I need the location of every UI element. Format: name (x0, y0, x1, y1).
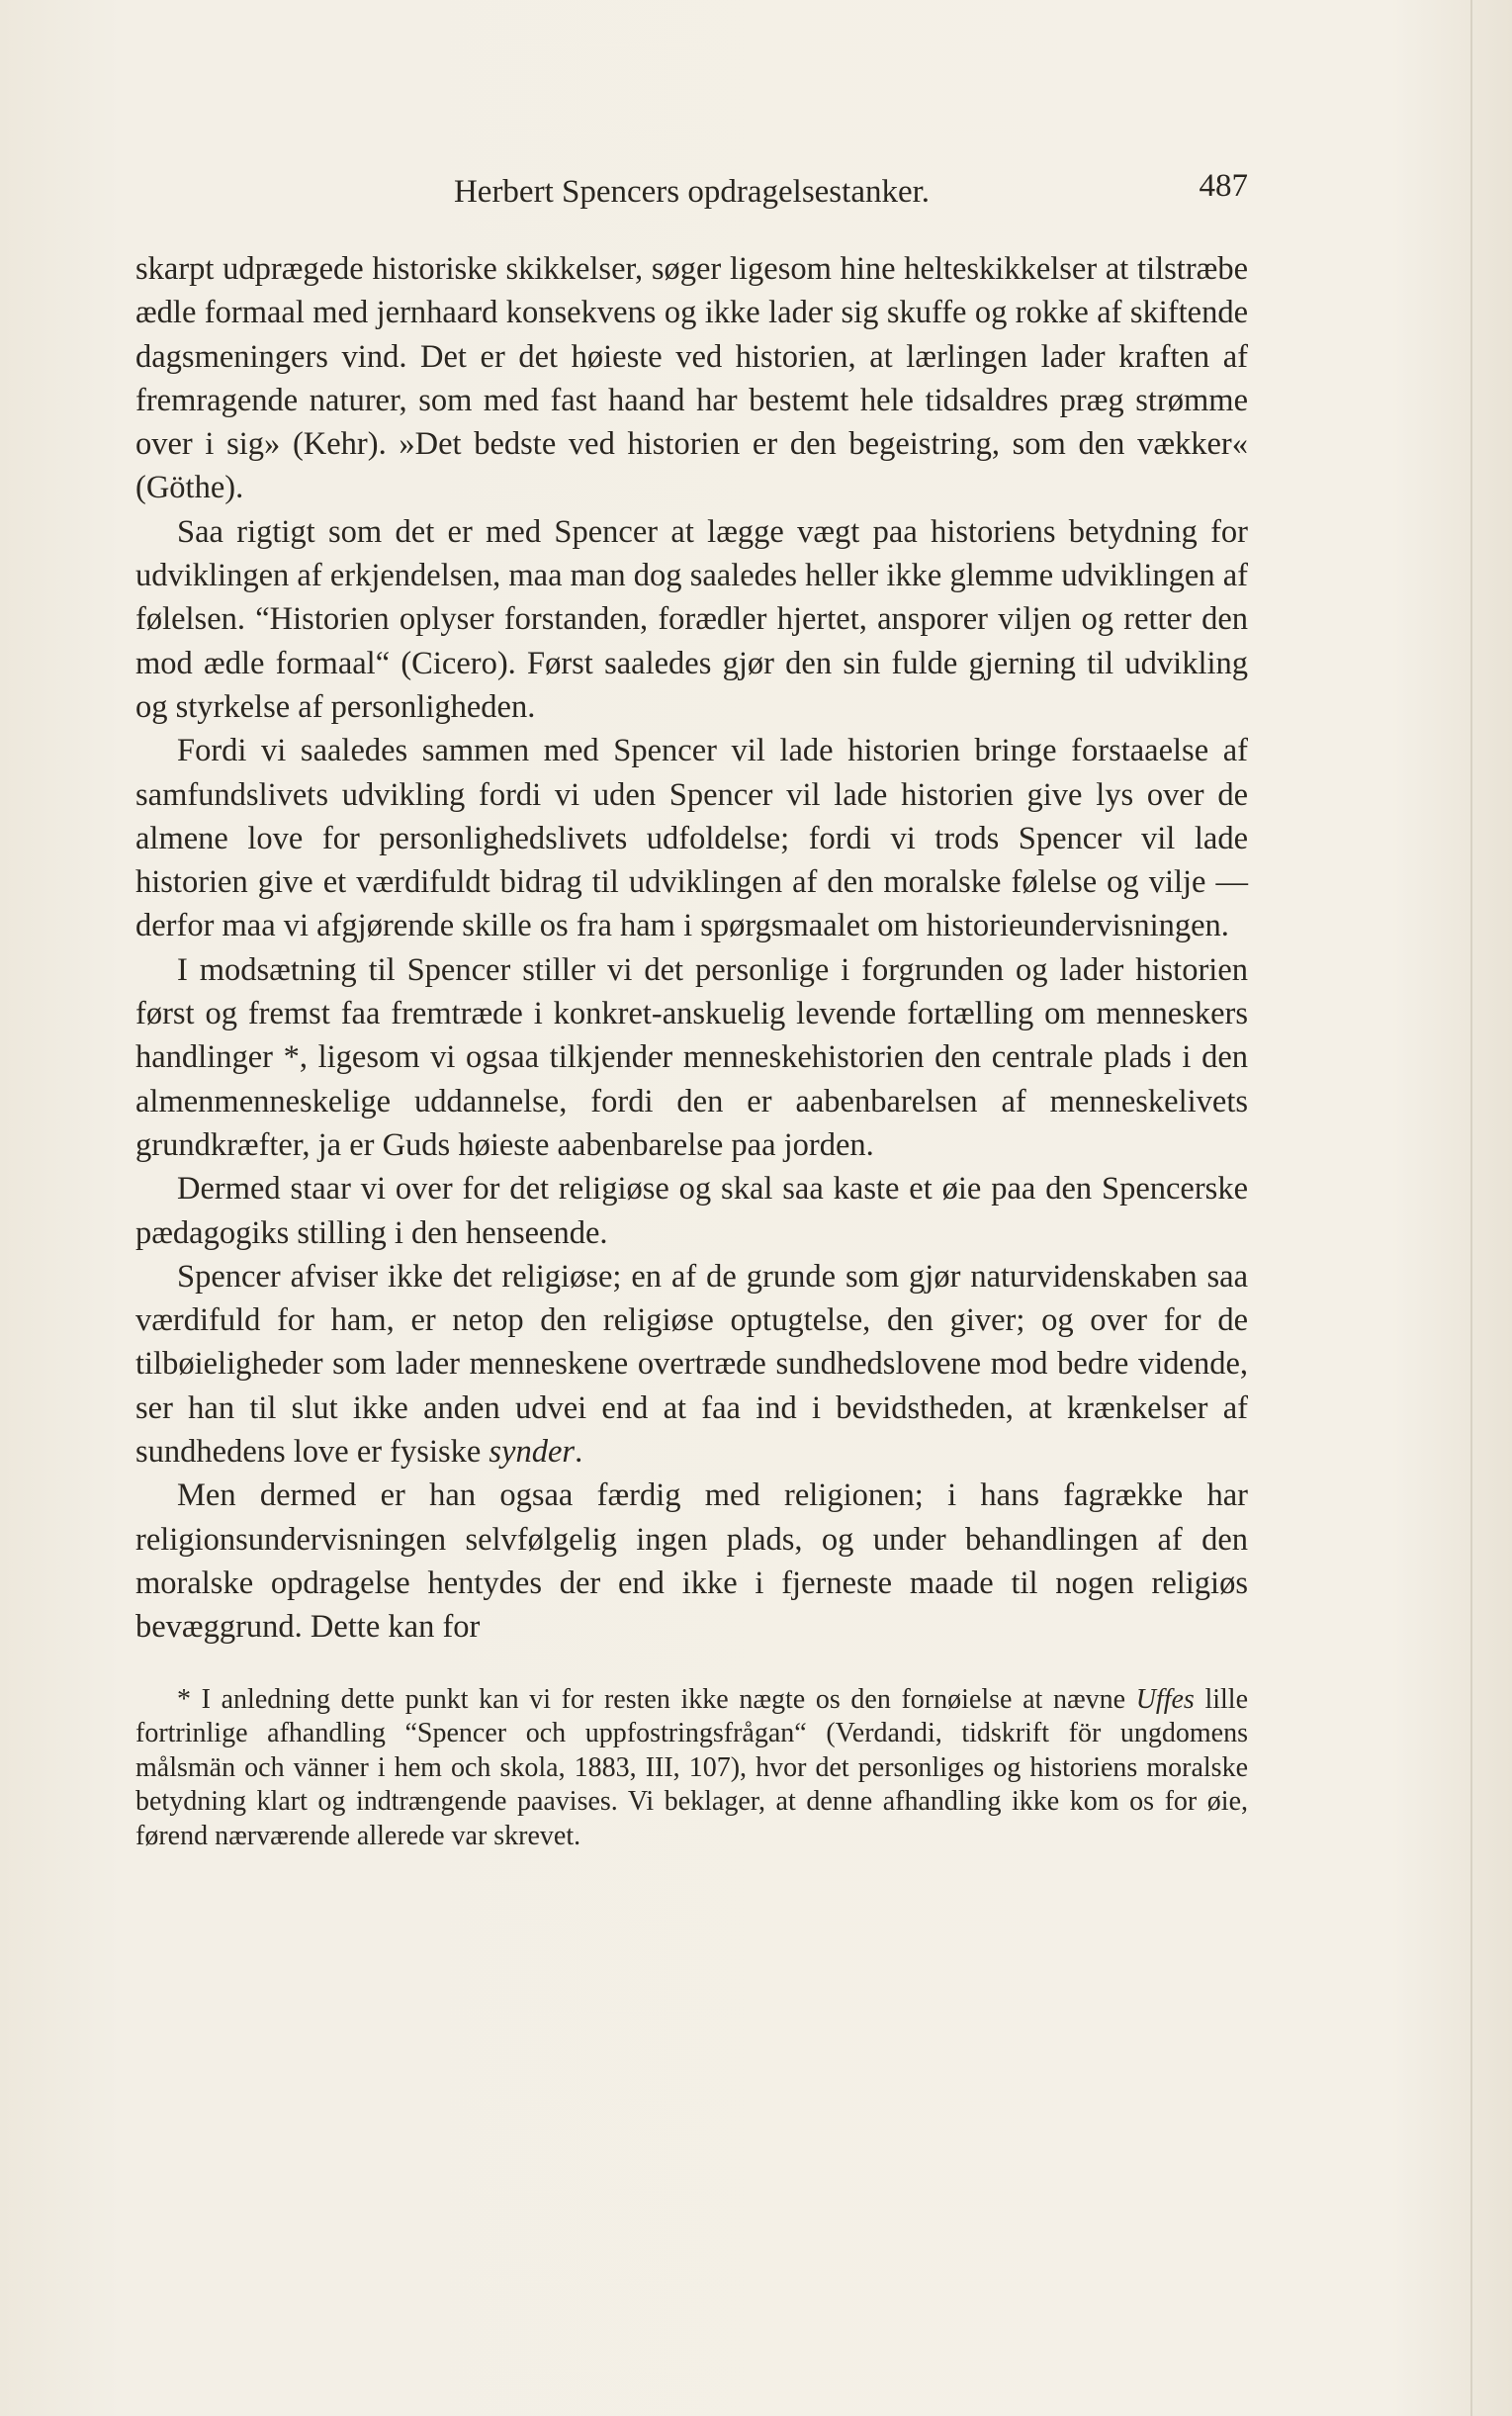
paragraph (135, 510, 1248, 729)
text-run: Spencer afviser ikke det religiøse; en af de grunde som gjør naturvidenskaben saa værdifuld for ham, er netop den religiøse optugtelse, den giver; og over for de tilbøieligheder som lader menneskene overtræde sundhedslovene mod bedre vidende, ser han til slut ikke anden udvei end at faa ind i bevidstheden, at krænkelser af sundhedens love er fysiske (135, 1258, 1248, 1471)
text-run: I modsætning til Spencer stiller vi det personlige i forgrunden og lader historien først og fremst faa fremtræde i konkret-anskuelig levende fortælling om menneskers handlinger *, ligesom vi ogsaa tilkjender menneskehistorien den centrale plads i den almenmenneskelige uddannelse, fordi den er aabenbarelsen af menneskelivets grundkræfter, ja er Guds høieste aabenbarelse paa jorden. (135, 951, 1248, 1163)
emphasized-text: synder (489, 1434, 576, 1471)
paragraph (135, 1255, 1248, 1474)
text-run: . (575, 1434, 583, 1471)
text-run: skarpt udprægede historiske skikkelser, søger ligesom hine helteskikkelser at tilstræbe ædle formaal med jernhaard konsekvens og ikke lader sig skuffe og rokke af skiftende dagsmeningers vind. Det er det høieste ved historien, at lærlingen lader kraften af fremragende naturer, som med fast haand har bestemt hele tidsaldres præg strømme over i sig» (Kehr). »Det bedste ved historien er den begeistring, som den vækker« (Göthe). (135, 251, 1248, 506)
page-number: 487 (1199, 168, 1248, 204)
book-page (135, 166, 1248, 1853)
text-run: * I anledning dette punkt kan vi for resten ikke nægte os den fornøielse at nævne (177, 1683, 1136, 1715)
page-header (135, 166, 1248, 225)
text-run: Fordi vi saaledes sammen med Spencer vil lade historien bringe forstaaelse af samfundslivets udvikling fordi vi uden Spencer vil lade historien give lys over de almene love for personlighedslivets udfoldelse; fordi vi trods Spencer vil lade historien give et værdifuldt bidrag til udviklingen af den moralske følelse og vilje — derfor maa vi afgjørende skille os fra ham i spørgsmaalet om historieundervisningen. (135, 733, 1248, 944)
footnote (135, 1683, 1248, 1854)
text-run: Men dermed er han ogsaa færdig med religionen; i hans fagrække har religionsundervisningen selvfølgelig ingen plads, og under behandlingen af den moralske opdragelse hentydes der end ikke i fjerneste maade til nogen religiøs bevæggrund. Dette kan for (135, 1477, 1248, 1646)
text-run: lille fortrinlige afhandling “Spencer och uppfostringsfrågan“ (Verdandi, tidskrift för ungdomens målsmän och vänner i hem och skola, 1883, III, 107), hvor det personliges og historiens moralske betydning klart og indtrængende paavises. Vi beklager, at denne afhandling ikke kom os for øie, førend nærværende allerede var skrevet. (135, 1683, 1249, 1851)
paragraph (135, 1167, 1248, 1255)
paragraph (135, 729, 1248, 947)
text-run: Dermed staar vi over for det religiøse og skal saa kaste et øie paa den Spencerske pædagogiks stilling i den henseende. (135, 1171, 1248, 1251)
page-edge (1470, 0, 1472, 2416)
body-text (135, 247, 1248, 1650)
paragraph (135, 247, 1248, 510)
running-title: Herbert Spencers opdragelsestanker. (453, 174, 931, 210)
paragraph (135, 948, 1248, 1167)
emphasized-text: Uffes (1135, 1683, 1195, 1715)
paragraph (135, 1474, 1248, 1649)
text-run: Saa rigtigt som det er med Spencer at lægge vægt paa historiens betydning for udviklingen af erkjendelsen, maa man dog saaledes heller ikke glemme udviklingen af følelsen. “Historien oplyser forstanden, forædler hjertet, ansporer viljen og retter den mod ædle formaal“ (Cicero). Først saaledes gjør den sin fulde gjerning til udvikling og styrkelse af personligheden. (135, 513, 1248, 725)
footnotes (135, 1683, 1248, 1854)
